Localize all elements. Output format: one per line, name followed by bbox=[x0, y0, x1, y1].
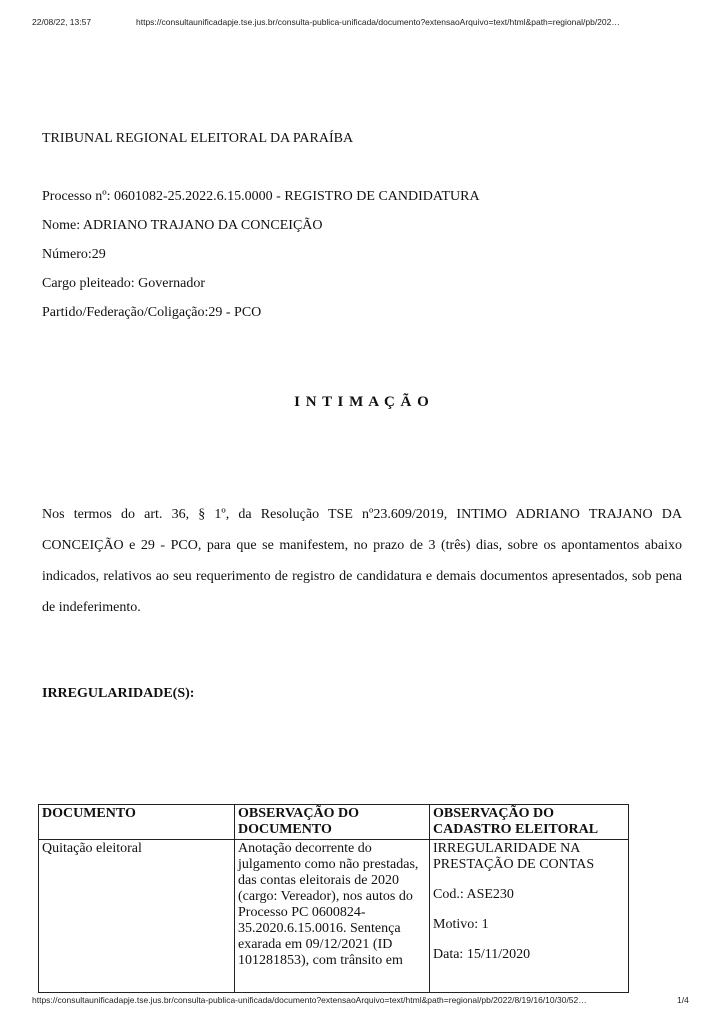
col-header-observacao-documento: OBSERVAÇÃO DO DOCUMENTO bbox=[235, 805, 430, 840]
page-indicator: 1/4 bbox=[677, 995, 689, 1005]
cadastro-tipo: IRREGULARIDADE NA PRESTAÇÃO DE CONTAS bbox=[433, 841, 595, 872]
cargo-line: Cargo pleiteado: Governador bbox=[42, 276, 206, 291]
tribunal-name: TRIBUNAL REGIONAL ELEITORAL DA PARAÍBA bbox=[42, 131, 354, 146]
cadastro-motivo: Motivo: 1 bbox=[433, 917, 489, 932]
cell-observacao-documento: Anotação decorrente do julgamento como não prestadas, das contas eleitorais de 2020 (cargo: Vereador), nos autos do Processo PC 0600824-35.2020.6.15.0016. Sentença exarada em 09/12/2021 (ID 101281853), com trânsito em bbox=[235, 840, 430, 993]
partido-line: Partido/Federação/Coligação:29 - PCO bbox=[42, 305, 262, 320]
cell-cadastro bbox=[430, 840, 629, 993]
nome-line: Nome: ADRIANO TRAJANO DA CONCEIÇÃO bbox=[42, 218, 323, 233]
cadastro-codigo: Cod.: ASE230 bbox=[433, 887, 514, 902]
irregularidades-heading: IRREGULARIDADE(S): bbox=[42, 686, 195, 701]
table-row bbox=[39, 840, 629, 993]
numero-line: Número:29 bbox=[42, 247, 106, 262]
cadastro-data: Data: 15/11/2020 bbox=[433, 947, 531, 962]
footer-url: https://consultaunificadapje.tse.jus.br/consulta-publica-unificada/documento?extensaoArquivo=text/html&path=regional/pb/2022/8/19/16/10/30/52… bbox=[32, 995, 587, 1005]
intimacao-body: Nos termos do art. 36, § 1º, da Resolução TSE nº23.609/2019, INTIMO ADRIANO TRAJANO DA CONCEIÇÃO e 29 - PCO, para que se manifestem, no prazo de 3 (três) dias, sobre os apontamentos abaixo indicados, relativos ao seu requerimento de registro de candidatura e demais documentos apresentados, sob pena de indeferimento. bbox=[42, 507, 682, 615]
page-title: I N T I M A Ç Ã O bbox=[294, 394, 430, 410]
processo-line: Processo nº: 0601082-25.2022.6.15.0000 - REGISTRO DE CANDIDATURA bbox=[42, 189, 480, 204]
table-header-row bbox=[39, 805, 629, 840]
col-header-documento: DOCUMENTO bbox=[39, 805, 235, 840]
cell-documento: Quitação eleitoral bbox=[39, 840, 235, 993]
header-url: https://consultaunificadapje.tse.jus.br/consulta-publica-unificada/documento?extensaoArquivo=text/html&path=regional/pb/202… bbox=[136, 17, 620, 27]
print-datetime: 22/08/22, 13:57 bbox=[32, 17, 92, 27]
irregularidades-table bbox=[38, 804, 629, 993]
col-header-observacao-cadastro: OBSERVAÇÃO DO CADASTRO ELEITORAL bbox=[430, 805, 629, 840]
